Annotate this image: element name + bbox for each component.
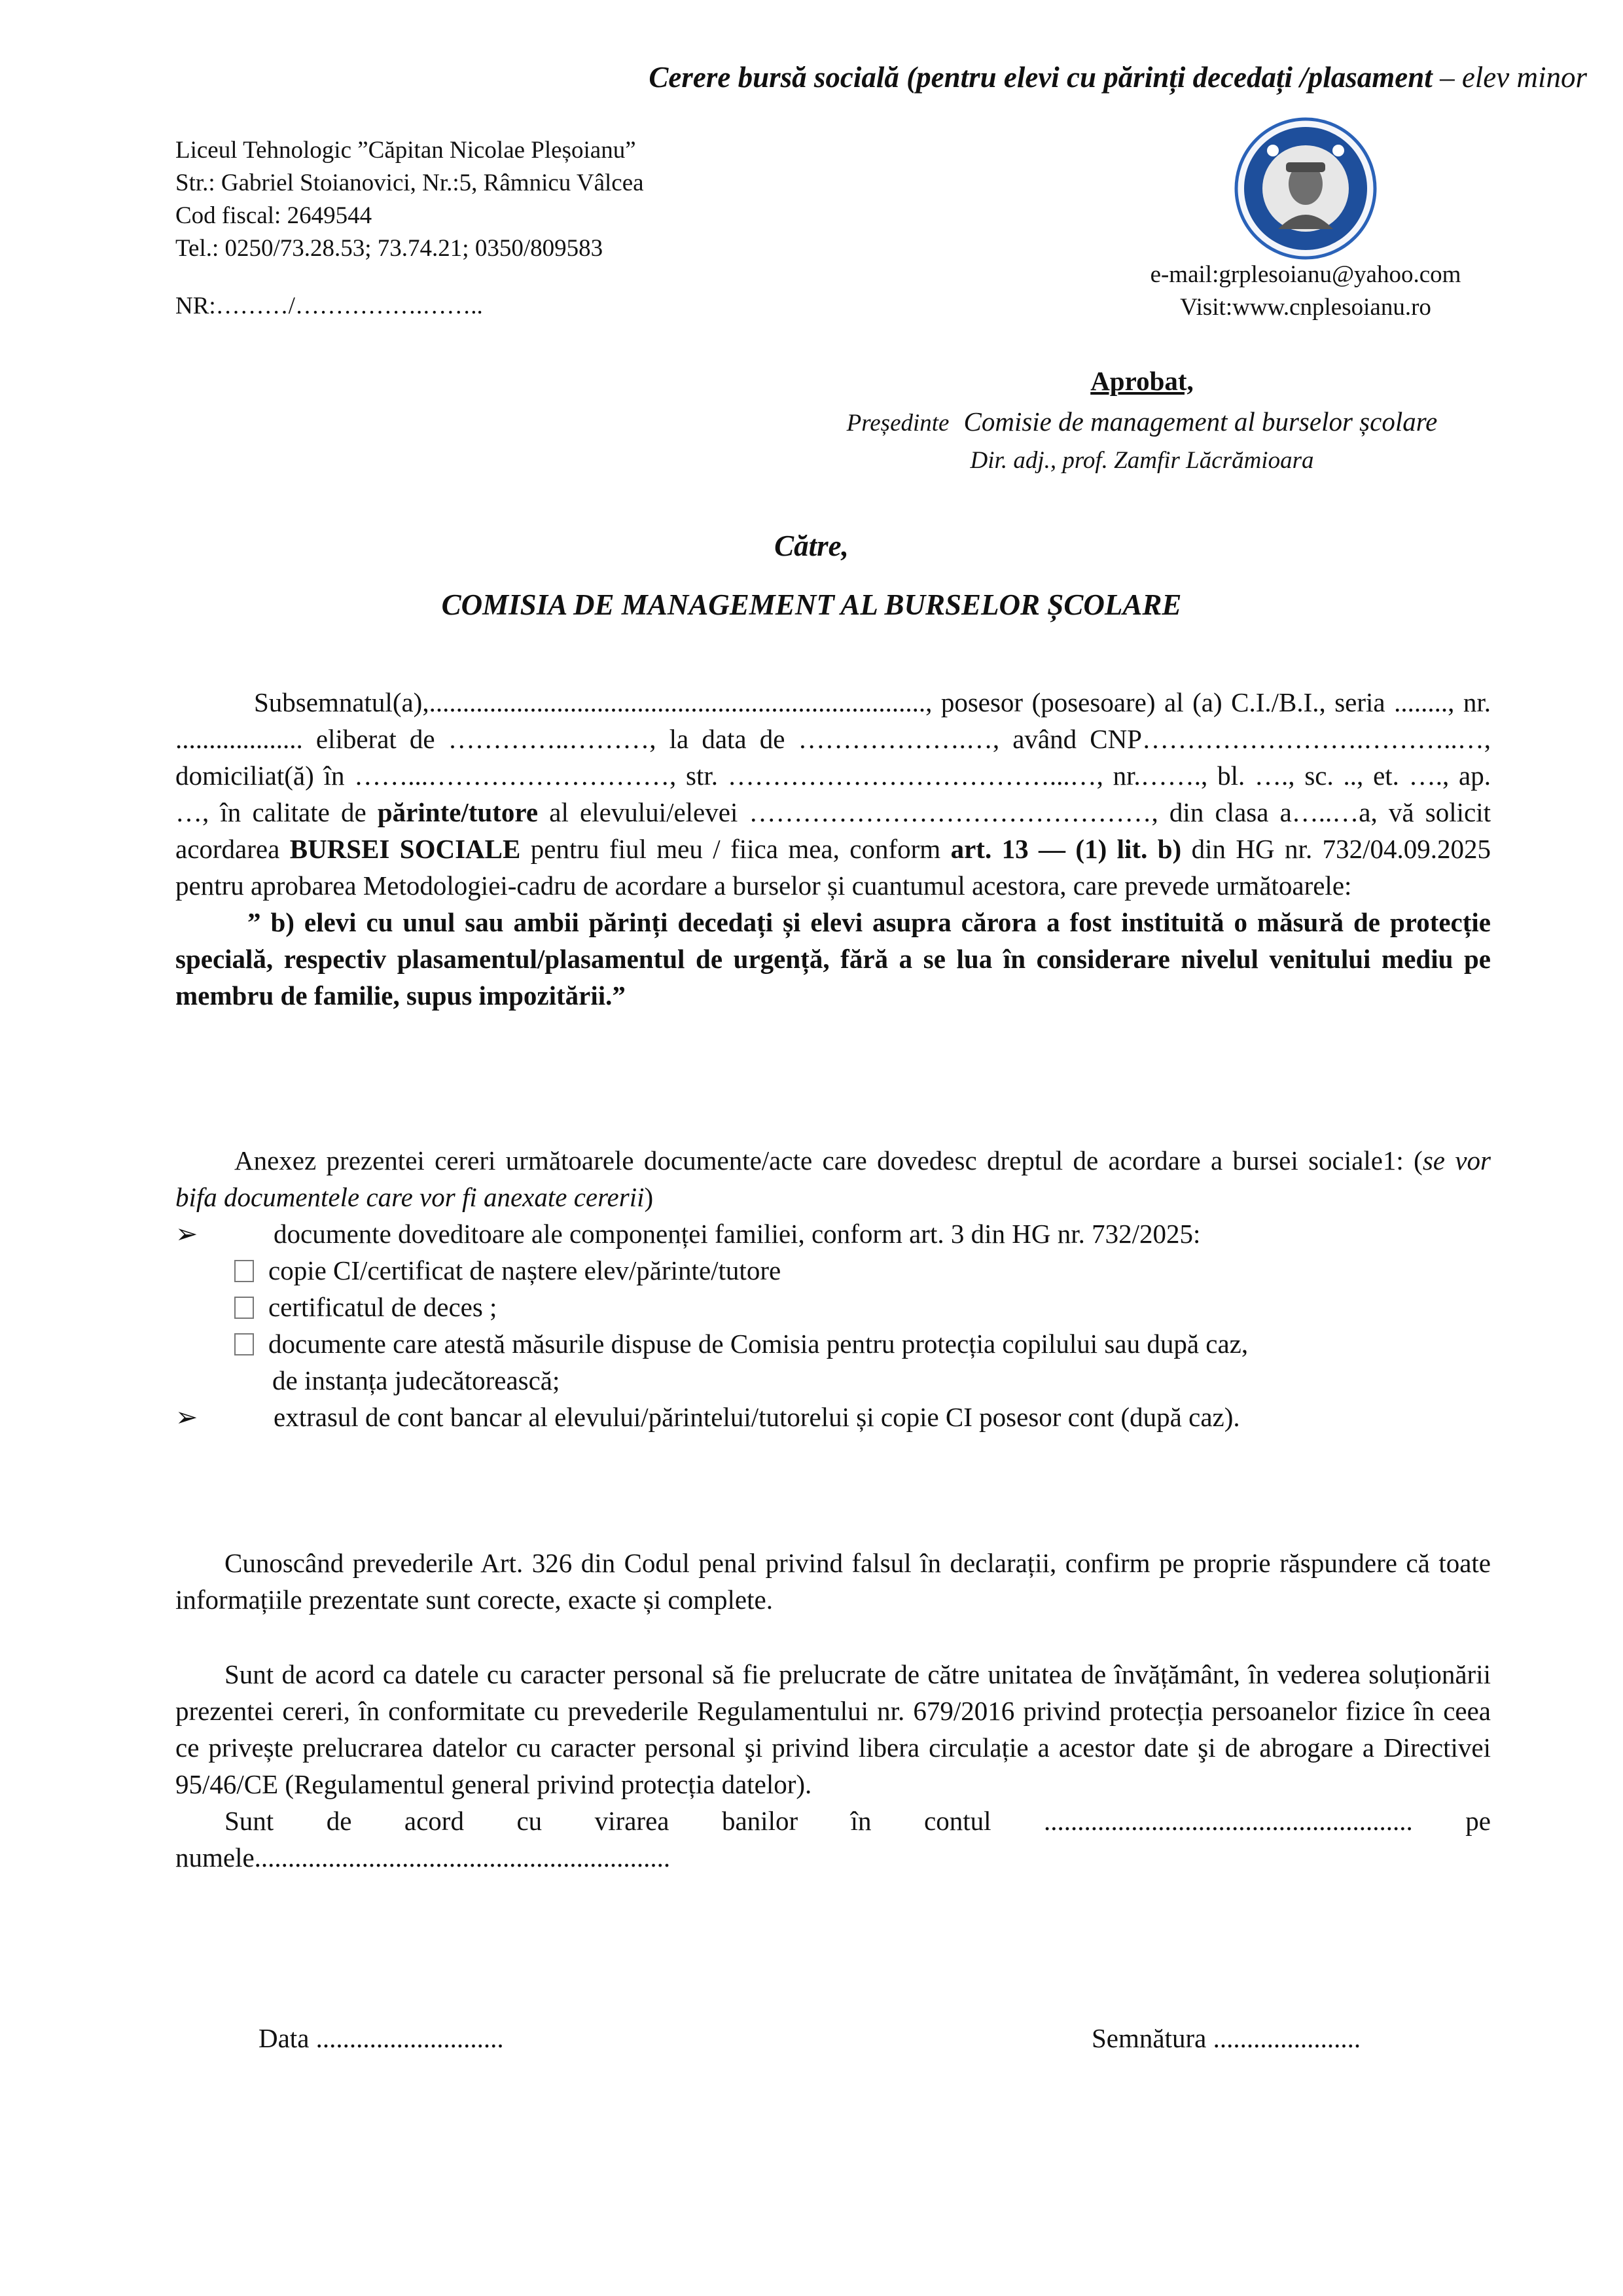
signature-field[interactable]: Semnătura ...................... — [1092, 2023, 1361, 2053]
request-text-2: al elevului/elevei ………………………………………, din clasa a…..…a, vă solicit acordarea — [175, 797, 1491, 864]
registration-number: NR:………/…………….…….. — [175, 293, 483, 319]
checkbox-label-protection-measures-cont: de instanța judecătorească; — [272, 1365, 560, 1395]
checkbox-label-death-certificate: certificatul de deces ; — [268, 1292, 497, 1322]
approval-role: Președinte — [846, 410, 950, 437]
approval-committee-line — [654, 406, 1623, 437]
arrow-bullet-icon: ➢ — [175, 1402, 198, 1432]
consent-section — [175, 1656, 1491, 1876]
form-title-main: Cerere bursă socială (pentru elevi cu părinți decedați /plasament — [649, 61, 1433, 94]
school-name: Liceul Tehnologic ”Căpitan Nicolae Pleșoianu” — [175, 137, 636, 164]
form-title-rest: – elev minor — [1432, 61, 1587, 94]
checkbox-row-protection-measures[interactable] — [175, 1325, 1491, 1362]
annex-item-1-text: documente doveditoare ale componenței familiei, conform art. 3 din HG nr. 732/2025: — [274, 1219, 1201, 1249]
checkbox-row-id-copy[interactable] — [175, 1252, 1491, 1289]
bank-paragraph: Sunt de acord cu virarea banilor în contul ....................................................... pe numele.............................................................. — [175, 1806, 1491, 1873]
approval-committee: Comisie de management al burselor școlare — [963, 406, 1438, 437]
request-section — [175, 684, 1491, 1014]
annex-section — [175, 1142, 1491, 1435]
school-fiscal-code: Cod fiscal: 2649544 — [175, 202, 372, 229]
school-contact — [1047, 259, 1564, 324]
request-paragraph — [175, 684, 1491, 904]
checkbox-icon[interactable] — [234, 1333, 254, 1355]
checkbox-label-id-copy: copie CI/certificat de naștere elev/părinte/tutore — [268, 1255, 781, 1285]
approval-label: Aprobat, — [1090, 366, 1194, 396]
declaration-paragraph: Cunoscând prevederile Art. 326 din Codul penal privind falsul în declarații, confirm pe proprie răspundere că toate informațiile prezentate sunt corecte, exacte și complete. — [175, 1548, 1491, 1615]
date-field[interactable]: Data ............................ — [259, 2023, 504, 2053]
gdpr-paragraph: Sunt de acord ca datele cu caracter personal să fie prelucrate de către unitatea de învățământ, în vederea soluționării prezentei cereri, în conformitate cu prevederile Regulamentului nr. 679/2016 privind protecția persoanelor fizice în ceea ce privește prelucrarea datelor cu caracter personal şi privind libera circulație a acestor date şi de abrogare a Directivei 95/46/CE (Regulamentul general privind protecția datelor). — [175, 1659, 1491, 1799]
annex-note: se vor bifa documentele care vor fi anexate cererii — [175, 1145, 1491, 1212]
request-text-1: Subsemnatul(a),.........................................................................., posesor (posesoare) al (a) C.I./B.I., seria ........, nr. ................... eliberat de …………..………, la data de ……………….…, având CNP…………………….………..…, domiciliat(ă) în ……...………………………, str. ………………………………...…, nr.……., bl. …., sc. .., et. …., ap. …, în calitate de — [175, 687, 1491, 827]
school-phone: Tel.: 0250/73.28.53; 73.74.21; 0350/809583 — [175, 235, 603, 262]
approval-signer: Dir. adj., prof. Zamfir Lăcrămioara — [970, 447, 1314, 474]
request-role: părinte/tutore — [377, 797, 539, 827]
annex-item-family-docs — [175, 1215, 1491, 1252]
checkbox-icon[interactable] — [234, 1260, 254, 1282]
school-email: e-mail:grplesoianu@yahoo.com — [1150, 261, 1461, 288]
annex-item-bank-statement — [175, 1399, 1491, 1435]
annex-item-2-text: extrasul de cont bancar al elevului/părintelui/tutorelui și copie CI posesor cont (după caz). — [274, 1402, 1240, 1432]
form-title — [0, 60, 1587, 94]
law-quote — [175, 904, 1491, 1014]
checkbox-label-protection-measures: documente care atestă măsurile dispuse de Comisia pentru protecția copilului sau după caz, — [268, 1329, 1249, 1359]
checkbox-icon[interactable] — [234, 1297, 254, 1319]
school-header — [175, 134, 644, 265]
school-logo — [1234, 117, 1378, 260]
request-text-4: din HG nr. 732/04.09.2025 pentru aprobarea Metodologiei-cadru de acordare a burselor și cuantumul acestora, care prevede următoarele: — [175, 834, 1491, 901]
annex-close: ) — [644, 1182, 654, 1212]
annex-intro — [175, 1142, 1491, 1215]
request-article: art. 13 — (1) lit. b) — [950, 834, 1182, 864]
request-text-3: pentru fiul meu / fiica mea, conform — [520, 834, 951, 864]
law-quote-text: ” b) elevi cu unul sau ambii părinți decedați și elevi asupra cărora a fost instituită o măsură de protecție specială, respectiv plasamentul/plasamentul de urgență, fără a se lua în considerare nivelul venitului mediu pe membru de familie, supus impozitării.” — [175, 907, 1491, 1011]
addressee-to: Către, — [774, 529, 849, 562]
annex-intro-text: Anexez prezentei cereri următoarele documente/acte care dovedesc dreptul de acordare a bursei sociale1: ( — [234, 1145, 1423, 1175]
approval-block — [654, 365, 1623, 475]
school-address: Str.: Gabriel Stoianovici, Nr.:5, Râmnicu Vâlcea — [175, 170, 644, 196]
request-bursa: BURSEI SOCIALE — [289, 834, 521, 864]
school-website: Visit:www.cnplesoianu.ro — [1180, 294, 1431, 321]
addressee-committee: COMISIA DE MANAGEMENT AL BURSELOR ȘCOLARE — [441, 588, 1182, 621]
checkbox-row-death-certificate[interactable] — [175, 1289, 1491, 1325]
arrow-bullet-icon: ➢ — [175, 1219, 198, 1249]
